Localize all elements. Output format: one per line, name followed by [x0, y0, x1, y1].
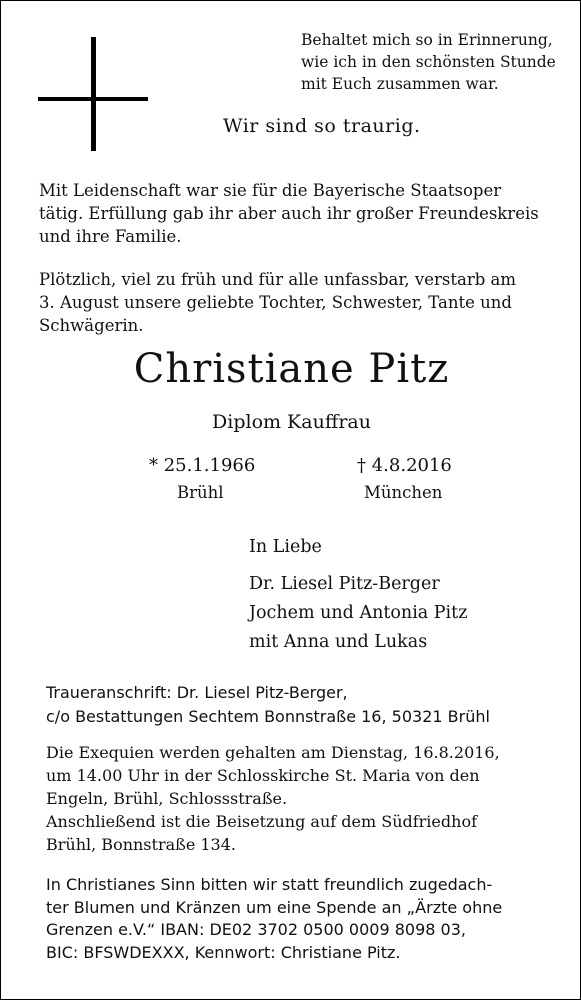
deceased-title: Diplom Kauffrau	[212, 411, 371, 433]
exequies-info	[46, 741, 556, 856]
paragraph-line: Schwägerin.	[39, 316, 144, 335]
exequies-line: Engeln, Brühl, Schlossstraße.	[46, 789, 288, 808]
address-line: c/o Bestattungen Sechtem Bonnstraße 16, 50321 Brühl	[46, 707, 490, 726]
family-member: Dr. Liesel Pitz-Berger	[249, 574, 440, 594]
exequies-line: Brühl, Bonnstraße 134.	[46, 835, 236, 854]
paragraph-passion	[39, 179, 559, 248]
death-place: München	[364, 483, 443, 502]
quote-line: mit Euch zusammen war.	[301, 75, 499, 93]
exequies-line: Die Exequien werden gehalten am Dienstag, 16.8.2016,	[46, 743, 500, 762]
donation-line: ter Blumen und Kränzen um eine Spende an „Ärzte ohne	[46, 897, 503, 917]
family-member: Jochem und Antonia Pitz	[249, 603, 468, 623]
sad-line: Wir sind so traurig.	[223, 115, 421, 137]
paragraph-announcement	[39, 268, 559, 337]
deceased-name: Christiane Pitz	[133, 346, 450, 392]
family-intro: In Liebe	[249, 537, 322, 557]
mourning-address	[46, 681, 490, 729]
paragraph-line: Plötzlich, viel zu früh und für alle unfassbar, verstarb am	[39, 270, 517, 289]
donation-line: BIC: BFSWDEXXX, Kennwort: Christiane Pitz.	[46, 942, 401, 962]
family-signature	[249, 533, 467, 657]
paragraph-line: und ihre Familie.	[39, 227, 182, 246]
paragraph-line: 3. August unsere geliebte Tochter, Schwester, Tante und	[39, 293, 512, 312]
family-member: mit Anna und Lukas	[249, 632, 428, 652]
address-line: Traueranschrift: Dr. Liesel Pitz-Berger,	[46, 683, 348, 702]
birth-date: * 25.1.1966	[149, 455, 256, 476]
donation-request	[46, 874, 556, 964]
memorial-quote	[301, 29, 571, 95]
donation-line: Grenzen e.V.“ IBAN: DE02 3702 0500 0009 8098 03,	[46, 920, 466, 939]
donation-line: In Christianes Sinn bitten wir statt freundlich zugedach-	[46, 875, 493, 894]
exequies-line: Anschließend ist die Beisetzung auf dem Südfriedhof	[46, 812, 477, 831]
paragraph-line: Mit Leidenschaft war sie für die Bayerische Staatsoper	[39, 181, 502, 200]
exequies-line: um 14.00 Uhr in der Schlosskirche St. Maria von den	[46, 766, 480, 785]
quote-line: wie ich in den schönsten Stunde	[301, 53, 556, 71]
paragraph-line: tätig. Erfüllung gab ihr aber auch ihr großer Freundeskreis	[39, 204, 539, 223]
death-date: † 4.8.2016	[357, 455, 452, 476]
quote-line: Behaltet mich so in Erinnerung,	[301, 31, 553, 49]
cross-icon-bar	[38, 97, 148, 101]
birth-place: Brühl	[177, 483, 224, 502]
cross-icon	[91, 37, 96, 151]
